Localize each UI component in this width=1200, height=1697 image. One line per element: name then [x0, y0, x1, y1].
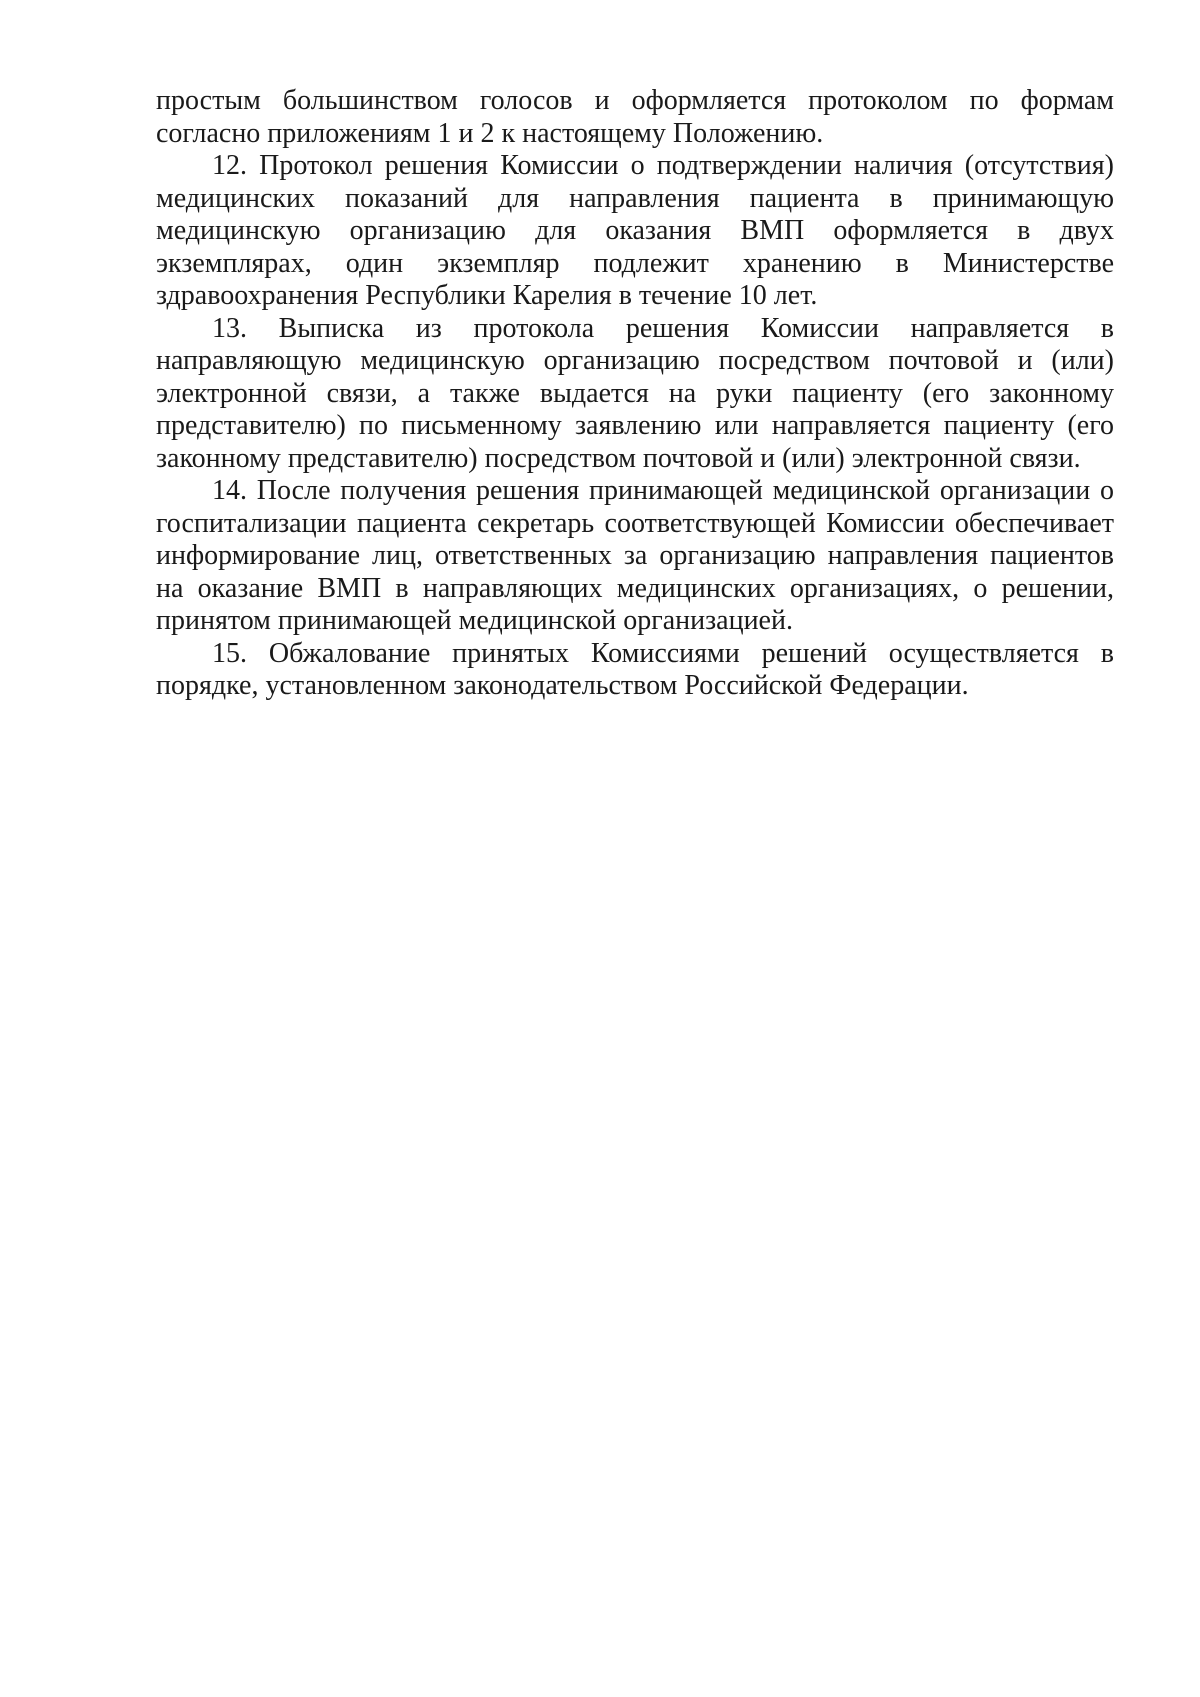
paragraph-item-12: 12. Протокол решения Комиссии о подтверждении наличия (отсутствия) медицинских показаний для направления пациента в принимающую медицинскую организацию для оказания ВМП оформляется в двух экземплярах, один экземпляр подлежит хранению в Министерстве здравоохранения Республики Карелия в течение 10 лет. — [156, 150, 1114, 311]
paragraph-item-14: 14. После получения решения принимающей медицинской организации о госпитализации пациента секретарь соответствующей Комиссии обеспечивает информирование лиц, ответственных за организацию направления пациентов на оказание ВМП в направляющих медицинских организациях, о решении, принятом принимающей медицинской организацией. — [156, 475, 1114, 636]
paragraph-item-15: 15. Обжалование принятых Комиссиями решений осуществляется в порядке, установленном законодательством Российской Федерации. — [156, 637, 1114, 701]
paragraph-item-13: 13. Выписка из протокола решения Комиссии направляется в направляющую медицинскую организацию посредством почтовой и (или) электронной связи, а также выдается на руки пациенту (его законному представителю) по письменному заявлению или направляется пациенту (его законному представителю) посредством почтовой и (или) электронной связи. — [156, 312, 1114, 474]
paragraph-continuation: простым большинством голосов и оформляется протоколом по формам согласно приложениям 1 и 2 к настоящему Положению. — [156, 85, 1114, 149]
document-body — [156, 85, 1114, 703]
